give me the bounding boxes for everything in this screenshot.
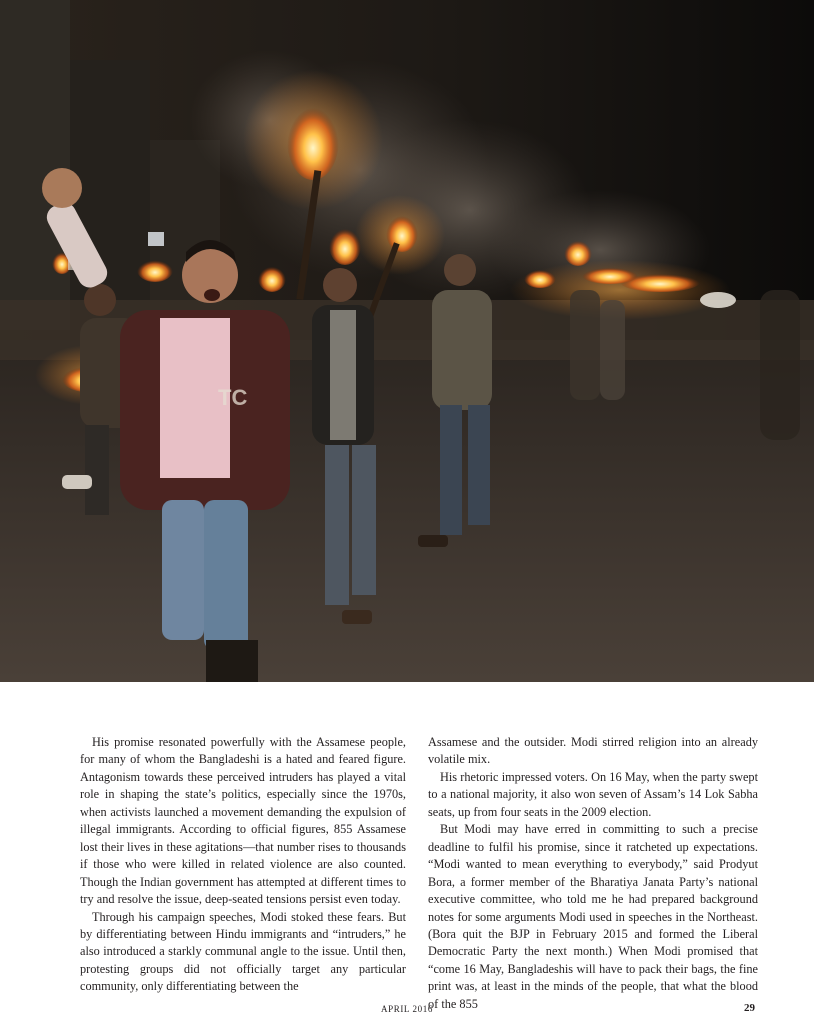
page-number: 29 — [744, 1002, 755, 1014]
article-paragraph: Through his campaign speeches, Modi stoked these fears. But by differentiating between Hindu immigrants and “intruders,” he also introduced a starkly communal angle to the issue. Until then, protesting groups did not officially target any particular community, only differentiating between the — [80, 909, 406, 994]
footer-issue-date: APRIL 2016 — [381, 1004, 433, 1014]
article-paragraph: Assamese and the outsider. Modi stirred religion into an already volatile mix. — [428, 735, 758, 767]
article-paragraph: His promise resonated powerfully with the Assamese people, for many of whom the Bangladeshi is a hated and feared figure. Antagonism towards these perceived intruders has played a vital role in shaping the state’s politics, especially since the 1970s, when activists launched a movement demanding the expulsion of illegal immigrants. According to official figures, 855 Assamese lost their lives in these agitations—that number rises to thousands if those who were killed in related violence are also counted. Though the Indian government has attempted at different times to try and resolve the issue, deep-seated tensions persist even today. — [80, 735, 406, 907]
article-paragraph: His rhetoric impressed voters. On 16 May, when the party swept to a national majority, it also won seven of Assam’s 14 Lok Sabha seats, up from four seats in the 2009 election. — [428, 769, 758, 819]
article-column-right — [428, 734, 758, 1013]
article-column-left — [80, 734, 406, 996]
article-paragraph: But Modi may have erred in committing to such a precise deadline to fulfil his promise, since it ratcheted up expectations. “Modi wanted to mean everything to everybody,” said Prodyut Bora, a former member of the Bharatiya Janata Party’s national executive committee, who told me he had prepared background notes for some arguments Modi used in speeches in the Northeast. (Bora quit the BJP in February 2015 and formed the Liberal Democratic Party the next month.) When Modi promised that “come 16 May, Bangladeshis will have to pack their bags, the fine print was, at least in the minds of the people, that what the blood of the 855 — [428, 822, 758, 1011]
svg-text:TC: TC — [218, 385, 248, 410]
